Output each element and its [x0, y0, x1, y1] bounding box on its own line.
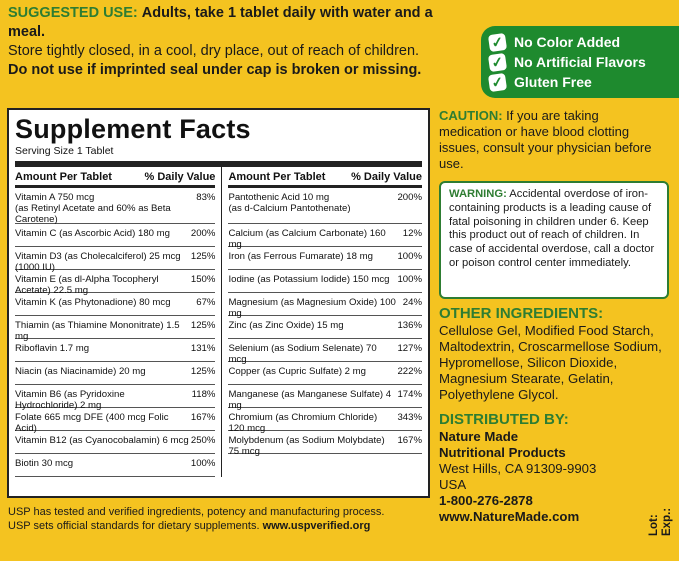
daily-value-header: % Daily Value	[351, 171, 422, 183]
facts-columns	[15, 167, 422, 477]
nutrient-name-line: Vitamin C (as Ascorbic Acid) 180 mg	[15, 228, 170, 239]
nutrient-name-line: Thiamin (as Thiamine Mononitrate) 1.5 mg	[15, 320, 180, 342]
facts-title: Supplement Facts	[15, 114, 251, 144]
claim-row	[489, 32, 673, 52]
nutrient-row	[15, 431, 215, 454]
nutrient-row	[15, 247, 216, 273]
nutrient-name-line: Vitamin B12 (as Cyanocobalamin) 6 mcg	[15, 435, 189, 446]
distributor-section	[439, 411, 669, 525]
daily-value: 150%	[190, 274, 216, 285]
nutrient-name	[228, 389, 395, 411]
usp-line-1: USP has tested and verified ingredients, potency and manufacturing process.	[8, 506, 385, 518]
caution-section	[439, 108, 661, 172]
usp-statement	[8, 505, 428, 533]
nutrient-name	[15, 389, 190, 411]
nutrient-name	[15, 435, 189, 446]
usp-line-2-text: USP sets official standards for dietary supplements.	[8, 520, 260, 532]
nutrient-name	[15, 251, 189, 273]
nutrient-name-line: Niacin (as Niacinamide) 20 mg	[15, 366, 146, 377]
daily-value: 125%	[190, 251, 216, 262]
distributor-city: West Hills, CA 91309-9903	[439, 461, 597, 476]
nutrient-row	[228, 316, 422, 339]
nutrient-name	[228, 274, 395, 285]
nutrient-source-line: (as d-Calcium Pantothenate)	[228, 203, 351, 214]
nutrient-row	[228, 431, 422, 457]
facts-right-column	[221, 167, 422, 477]
check-icon: ✓	[488, 52, 507, 71]
daily-value: 200%	[190, 228, 216, 239]
daily-value: 127%	[397, 343, 422, 354]
daily-value: 118%	[191, 389, 216, 400]
check-icon: ✓	[488, 32, 507, 51]
daily-value: 250%	[190, 435, 216, 446]
nutrient-name-line: Chromium (as Chromium Chloride) 120 mcg	[228, 412, 378, 434]
nutrient-name-line: Calcium (as Calcium Carbonate) 160 mg	[228, 228, 386, 250]
warning-text: Accidental overdose of iron-containing products is a leading cause of fatal poisoning in children under 6. Keep this product out of reach of children. In case of accidental overdose, call a doctor or poison control center immediately.	[449, 188, 655, 269]
nutrient-name-line: Pantothenic Acid 10 mg	[228, 192, 330, 203]
daily-value: 100%	[190, 458, 216, 469]
daily-value: 174%	[397, 389, 422, 400]
nutrient-source-line: (as Retinyl Acetate and 60% as Beta Carotene)	[15, 203, 171, 225]
storage-text: Store tightly closed, in a cool, dry place, out of reach of children.	[8, 43, 420, 59]
serving-size: Serving Size 1 Tablet	[15, 145, 422, 167]
nutrient-name-line: Iodine (as Potassium Iodide) 150 mcg	[228, 274, 390, 285]
exp-label: Exp.:	[661, 507, 673, 536]
nutrient-name	[15, 192, 194, 225]
nutrient-row	[228, 224, 422, 250]
nutrient-name	[228, 435, 395, 457]
daily-value: 67%	[196, 297, 216, 308]
caution-heading: CAUTION:	[439, 108, 503, 123]
nutrient-name-line: Zinc (as Zinc Oxide) 15 mg	[228, 320, 344, 331]
nutrient-name	[15, 228, 189, 239]
nutrient-name-line: Vitamin K (as Phytonadione) 80 mcg	[15, 297, 171, 308]
daily-value: 167%	[397, 435, 422, 446]
daily-value: 222%	[397, 366, 422, 377]
daily-value: 83%	[196, 192, 216, 203]
amount-header: Amount Per Tablet	[15, 171, 112, 183]
claim-text: No Artificial Flavors	[514, 54, 646, 70]
nutrient-name	[15, 274, 189, 296]
daily-value: 24%	[402, 297, 422, 308]
nutrient-name	[15, 297, 194, 308]
nutrient-name	[15, 320, 189, 342]
nutrient-name	[228, 192, 395, 214]
daily-value: 100%	[397, 274, 422, 285]
claim-text: No Color Added	[514, 34, 621, 50]
nutrient-row	[15, 293, 215, 316]
suggested-use-heading: SUGGESTED USE:	[8, 5, 138, 21]
nutrient-name	[228, 412, 395, 434]
nutrient-row	[15, 339, 215, 362]
nutrient-row	[15, 385, 216, 411]
suggested-use-section	[8, 4, 470, 80]
daily-value: 200%	[397, 192, 422, 203]
nutrient-row	[228, 362, 422, 385]
nutrient-row	[15, 408, 216, 434]
daily-value: 100%	[397, 251, 422, 262]
distributor-phone: 1-800-276-2878	[439, 493, 533, 508]
nutrient-name-line: Folate 665 mcg DFE (400 mcg Folic Acid)	[15, 412, 169, 434]
check-icon: ✓	[488, 72, 507, 91]
caution-text: If you are taking medication or have blood clotting issues, consult your physician before use.	[439, 108, 652, 171]
daily-value: 12%	[402, 228, 422, 239]
daily-value: 343%	[397, 412, 422, 423]
distributor-website: www.NatureMade.com	[439, 509, 580, 524]
distributor-country: USA	[439, 477, 467, 492]
nutrient-row	[228, 385, 422, 411]
daily-value: 125%	[190, 366, 216, 377]
amount-header: Amount Per Tablet	[228, 171, 326, 183]
suggested-use-line	[8, 4, 470, 42]
nutrient-name	[228, 343, 395, 365]
lot-label: Lot:	[648, 514, 660, 536]
nutrient-name-line: Copper (as Cupric Sulfate) 2 mg	[228, 366, 367, 377]
nutrient-name	[228, 320, 395, 331]
nutrient-row	[15, 224, 215, 247]
nutrient-name	[15, 366, 189, 377]
nutrient-name-line: Molybdenum (as Sodium Molybdate) 75 mcg	[228, 435, 385, 457]
nutrient-row	[15, 270, 216, 296]
lot-exp-stamp	[648, 508, 674, 536]
distributor-heading: DISTRIBUTED BY:	[439, 411, 569, 428]
other-ingredients-heading: OTHER INGREDIENTS:	[439, 305, 604, 322]
nutrient-name-line: Biotin 30 mcg	[15, 458, 74, 469]
distributor-name-2: Nutritional Products	[439, 445, 566, 460]
distributor-name: Nature Made	[439, 429, 519, 444]
claims-badge	[481, 26, 679, 98]
usp-line-2	[8, 519, 428, 533]
column-header	[228, 167, 422, 188]
nutrient-row	[228, 270, 422, 293]
nutrient-row	[228, 247, 422, 270]
nutrient-name-line: Vitamin A 750 mcg	[15, 192, 95, 203]
nutrient-row	[228, 188, 422, 224]
other-ingredients-section	[439, 305, 669, 403]
nutrient-row	[228, 293, 422, 319]
nutrient-name-line: Iron (as Ferrous Fumarate) 18 mg	[228, 251, 373, 262]
seal-warning-text: Do not use if imprinted seal under cap is broken or missing.	[8, 62, 422, 78]
suggested-use-text: Adults, take 1 tablet daily with water and a meal.	[8, 5, 433, 40]
daily-value: 131%	[190, 343, 216, 354]
daily-value: 136%	[397, 320, 422, 331]
nutrient-row	[15, 316, 216, 342]
column-header	[15, 167, 215, 188]
claim-row	[489, 52, 673, 72]
facts-left-column	[15, 167, 215, 477]
nutrient-row	[228, 339, 422, 365]
daily-value-header: % Daily Value	[144, 171, 216, 183]
nutrient-name	[228, 366, 395, 377]
nutrient-name	[228, 251, 395, 262]
nutrient-row	[15, 188, 215, 224]
nutrient-row	[15, 362, 215, 385]
claim-text: Gluten Free	[514, 74, 592, 90]
nutrient-name-line: Vitamin B6 (as Pyridoxine Hydrochloride) 2 mg	[15, 389, 125, 411]
nutrient-name	[228, 297, 400, 319]
daily-value: 167%	[190, 412, 216, 423]
warning-box	[439, 181, 669, 299]
warning-heading: WARNING:	[449, 188, 507, 200]
nutrient-name	[15, 412, 189, 434]
nutrient-name	[228, 228, 400, 250]
nutrient-name-line: Vitamin D3 (as Cholecalciferol) 25 mcg (1000 IU)	[15, 251, 181, 273]
other-ingredients-text: Cellulose Gel, Modified Food Starch, Maltodextrin, Croscarmellose Sodium, Hypromellose, Silicon Dioxide, Magnesium Stearate, Gelatin, Polyethylene Glycol.	[439, 323, 662, 402]
nutrient-name	[15, 343, 189, 354]
nutrient-row	[228, 408, 422, 434]
nutrient-name-line: Magnesium (as Magnesium Oxide) 100 mg	[228, 297, 396, 319]
usp-website: www.uspverified.org	[262, 520, 371, 532]
nutrient-name-line: Selenium (as Sodium Selenate) 70 mcg	[228, 343, 377, 365]
nutrient-row	[15, 454, 215, 477]
nutrient-name-line: Riboflavin 1.7 mg	[15, 343, 90, 354]
supplement-facts-panel	[7, 108, 430, 498]
nutrient-name-line: Manganese (as Manganese Sulfate) 4 mg	[228, 389, 392, 411]
daily-value: 125%	[190, 320, 216, 331]
nutrient-name-line: Vitamin E (as dl-Alpha Tocopheryl Acetate) 22.5 mg	[15, 274, 159, 296]
nutrient-name	[15, 458, 189, 469]
claim-row	[489, 72, 673, 92]
